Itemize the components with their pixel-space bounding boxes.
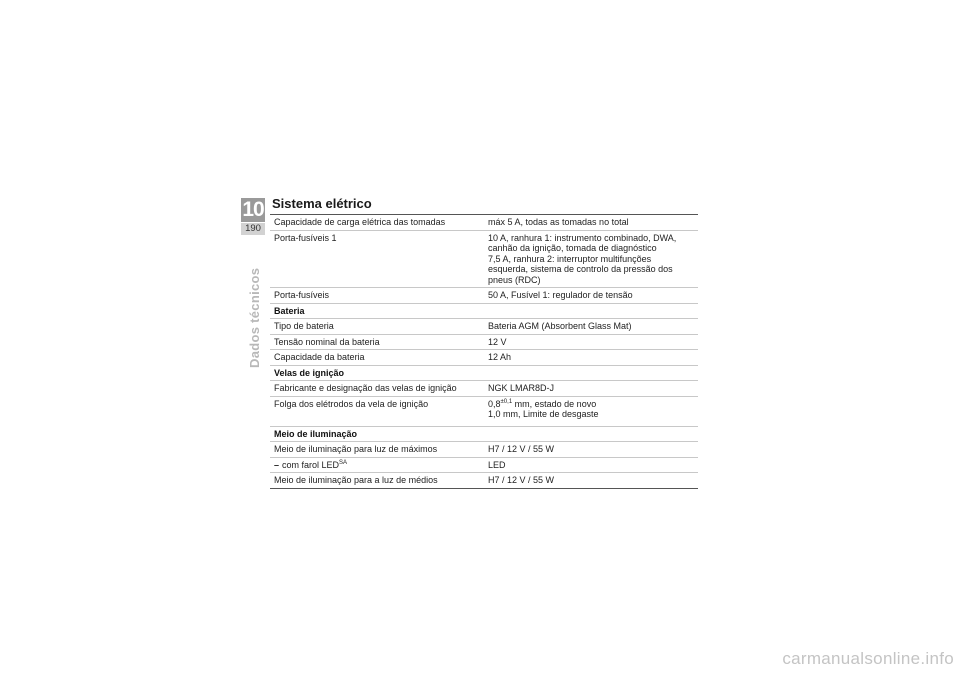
spec-value-line: 7,5 A, ranhura 2: interruptor multifunções: [488, 253, 652, 264]
section-header-label: Velas de ignição: [274, 367, 345, 378]
spec-table: [270, 214, 698, 489]
tolerance-superscript: ±0,1: [500, 398, 513, 405]
spec-label-text: com farol LED: [282, 459, 340, 470]
spec-label: Meio de iluminação para a luz de médios: [274, 475, 438, 485]
section-header-label: Meio de iluminação: [274, 428, 358, 439]
page-number: 190: [241, 223, 265, 235]
spec-value-line: esquerda, sistema de controlo da pressão dos: [488, 264, 673, 274]
chapter-marker: [241, 198, 265, 238]
spec-label: Folga dos elétrodos da vela de ignição: [274, 398, 429, 409]
spec-value: LED: [488, 459, 506, 470]
spec-label: Capacidade de carga elétrica das tomadas: [274, 217, 446, 227]
table-row: [270, 231, 698, 289]
spec-label: Porta-fusíveis 1: [274, 232, 337, 243]
spec-label: Tipo de bateria: [274, 321, 334, 331]
spec-value: 12 Ah: [488, 352, 512, 362]
spec-value: 12 V: [488, 336, 507, 347]
spec-value: máx 5 A, todas as tomadas no total: [488, 217, 629, 227]
table-row: [270, 335, 698, 351]
table-row: [270, 319, 698, 335]
spec-label: Capacidade da bateria: [274, 352, 365, 362]
chapter-side-label: Dados técnicos: [247, 267, 262, 368]
table-section-header: [270, 366, 698, 382]
table-row: [270, 458, 698, 474]
spec-value: H7 / 12 V / 55 W: [488, 475, 555, 485]
table-row: [270, 288, 698, 304]
spec-label: Tensão nominal da bateria: [274, 336, 380, 347]
table-row: [270, 442, 698, 458]
spec-value: [484, 399, 698, 420]
spec-value-line: 1,0 mm, Limite de desgaste: [488, 409, 599, 419]
list-dash: –: [274, 459, 280, 470]
table-section-header: [270, 304, 698, 320]
spec-label: Fabricante e designação das velas de ignição: [274, 383, 457, 393]
spec-value: 50 A, Fusível 1: regulador de tensão: [488, 290, 633, 300]
spec-value: Bateria AGM (Absorbent Glass Mat): [488, 321, 632, 331]
spec-label: Meio de iluminação para luz de máximos: [274, 444, 438, 454]
table-section-header: [270, 427, 698, 443]
spec-value: [484, 233, 698, 286]
spec-label: Porta-fusíveis: [274, 290, 330, 300]
table-row: [270, 473, 698, 489]
spec-value-line: 10 A, ranhura 1: instrumento combinado, DWA,: [488, 232, 677, 243]
table-row: [270, 350, 698, 366]
spec-value-line: canhão da ignição, tomada de diagnóstico: [488, 243, 657, 253]
table-row: [270, 381, 698, 397]
value-rest: mm, estado de novo: [512, 398, 597, 409]
spec-value: NGK LMAR8D-J: [488, 383, 555, 393]
spec-label: [270, 460, 484, 471]
section-header-label: Bateria: [274, 305, 305, 316]
table-row: [270, 397, 698, 427]
spec-value-line: [488, 399, 698, 410]
watermark: carmanualsonline.info: [782, 649, 954, 668]
chapter-number: 10: [242, 198, 264, 221]
spec-value: H7 / 12 V / 55 W: [488, 444, 555, 454]
spec-value-line: pneus (RDC): [488, 274, 541, 285]
sa-superscript: SA: [339, 459, 348, 466]
value-base: 0,8: [488, 398, 501, 409]
section-title: Sistema elétrico: [272, 196, 372, 211]
table-row: [270, 215, 698, 231]
